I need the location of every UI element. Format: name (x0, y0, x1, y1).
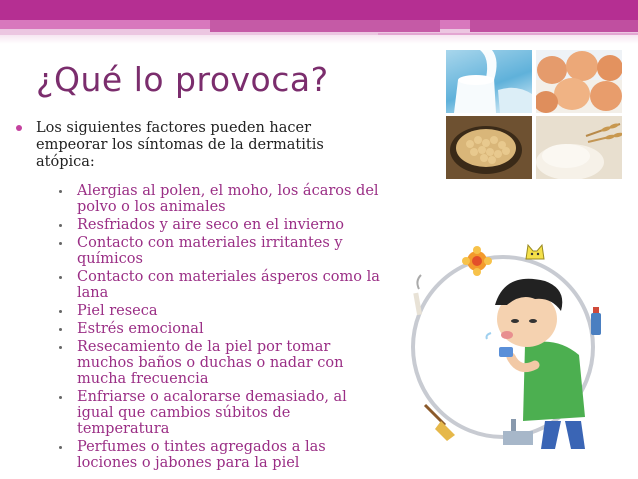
list-item: Contacto con materiales irritantes y químicos (56, 235, 384, 267)
bullet-dot-icon (59, 242, 62, 245)
list-item: Resecamiento de la piel por tomar muchos baños o duchas o nadar con mucha frecuencia (56, 339, 384, 387)
list-item: Contacto con materiales ásperos como la lana (56, 269, 384, 301)
bullet-dot-icon (59, 310, 62, 313)
bullet-dot-icon (59, 276, 62, 279)
list-item: Piel reseca (56, 303, 384, 319)
list-item: Perfumes o tintes agregados a las lociones o jabones para la piel (56, 439, 384, 471)
intro-text: Los siguientes factores pueden hacer empeorar los síntomas de la dermatitis atópica: (36, 120, 324, 170)
bullet-dot-icon (59, 446, 62, 449)
bullet-dot-icon (59, 224, 62, 227)
bullet-dot-icon (59, 190, 62, 193)
bullet-dot-icon (16, 125, 22, 131)
slide-title: ¿Qué lo provoca? (36, 60, 329, 99)
list-item: Resfriados y aire seco en el invierno (56, 217, 384, 233)
top-decorative-bar (0, 0, 638, 44)
slide-content (14, 120, 384, 473)
bullet-dot-icon (59, 396, 62, 399)
intro-bullet (14, 120, 384, 171)
bullet-dot-icon (59, 328, 62, 331)
eggs-photo (536, 50, 622, 113)
milk-photo (446, 50, 532, 113)
soybeans-photo (446, 116, 532, 179)
food-photos-grid (446, 50, 622, 179)
factors-list (14, 183, 384, 471)
list-item: Estrés emocional (56, 321, 384, 337)
list-item: Enfriarse o acalorarse demasiado, al igual que cambios súbitos de temperatura (56, 389, 384, 437)
bullet-dot-icon (59, 346, 62, 349)
list-item: Alergias al polen, el moho, los ácaros del polvo o los animales (56, 183, 384, 215)
flour-wheat-photo (536, 116, 622, 179)
sneezing-boy-illustration (395, 235, 631, 451)
